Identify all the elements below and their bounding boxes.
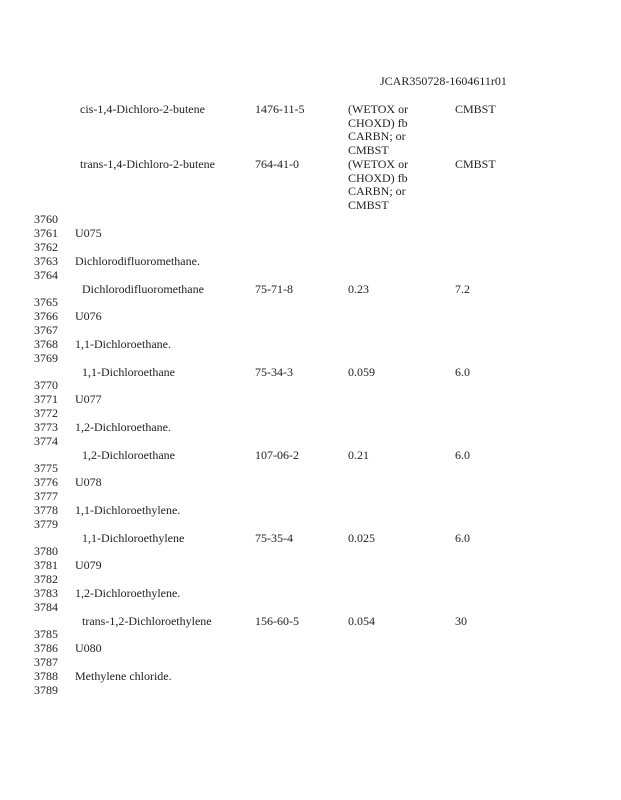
cas-number: 75-34-3 bbox=[255, 365, 293, 379]
constituent-name: cis-1,4-Dichloro-2-butene bbox=[80, 102, 205, 116]
line-number: 3779 bbox=[34, 517, 58, 531]
wastewater-standard: 0.23 bbox=[348, 282, 369, 296]
waste-title: Methylene chloride. bbox=[75, 669, 172, 683]
cas-number: 764-41-0 bbox=[255, 157, 299, 171]
cas-number: 107-06-2 bbox=[255, 448, 299, 462]
line-number: 3760 bbox=[34, 212, 58, 226]
line-number: 3788 bbox=[34, 669, 58, 683]
wastewater-line: CMBST bbox=[348, 142, 389, 157]
waste-code: U075 bbox=[75, 226, 102, 240]
wastewater-line: (WETOX or bbox=[348, 102, 409, 116]
line-number: 3772 bbox=[34, 406, 58, 420]
line-number: 3781 bbox=[34, 558, 58, 572]
cas-number: 1476-11-5 bbox=[255, 102, 305, 116]
cas-number: 156-60-5 bbox=[255, 614, 299, 628]
wastewater-line: (WETOX or bbox=[348, 157, 409, 171]
nonwastewater-standard: 7.2 bbox=[455, 282, 470, 296]
constituent-name: 1,1-Dichloroethylene bbox=[82, 531, 185, 545]
nonwastewater-standard: 6.0 bbox=[455, 365, 470, 379]
line-number: 3783 bbox=[34, 586, 58, 600]
document-id: JCAR350728-1604611r01 bbox=[380, 74, 507, 88]
line-number: 3771 bbox=[34, 392, 58, 406]
waste-title: 1,2-Dichloroethane. bbox=[75, 420, 171, 434]
constituent-name: trans-1,2-Dichloroethylene bbox=[82, 614, 212, 628]
line-number: 3775 bbox=[34, 461, 58, 475]
line-number: 3766 bbox=[34, 309, 58, 323]
waste-code: U078 bbox=[75, 475, 102, 489]
line-number: 3776 bbox=[34, 475, 58, 489]
wastewater-standard: 0.025 bbox=[348, 531, 375, 545]
line-number: 3773 bbox=[34, 420, 58, 434]
line-number: 3770 bbox=[34, 378, 58, 392]
wastewater-line: CARBN; or bbox=[348, 129, 406, 143]
line-number: 3777 bbox=[34, 489, 58, 503]
constituent-name: 1,2-Dichloroethane bbox=[82, 448, 175, 462]
nonwastewater-standard: 6.0 bbox=[455, 531, 470, 545]
constituent-name: 1,1-Dichloroethane bbox=[82, 365, 175, 379]
waste-title: Dichlorodifluoromethane. bbox=[75, 254, 200, 268]
line-number: 3787 bbox=[34, 655, 58, 669]
waste-code: U080 bbox=[75, 641, 102, 655]
line-number: 3768 bbox=[34, 337, 58, 351]
line-number: 3761 bbox=[34, 226, 58, 240]
waste-title: 1,2-Dichloroethylene. bbox=[75, 586, 181, 600]
line-number: 3778 bbox=[34, 503, 58, 517]
nonwastewater-standard: 30 bbox=[455, 614, 467, 628]
nonwastewater-standard: CMBST bbox=[455, 157, 496, 171]
wastewater-standard: 0.21 bbox=[348, 448, 369, 462]
line-number: 3767 bbox=[34, 323, 58, 337]
nonwastewater-standard: 6.0 bbox=[455, 448, 470, 462]
waste-code: U077 bbox=[75, 392, 102, 406]
constituent-name: trans-1,4-Dichloro-2-butene bbox=[80, 157, 215, 171]
waste-title: 1,1-Dichloroethane. bbox=[75, 337, 171, 351]
wastewater-line: CARBN; or bbox=[348, 184, 406, 198]
wastewater-line: CHOXD) fb bbox=[348, 115, 408, 130]
wastewater-standard bbox=[348, 158, 408, 212]
line-number: 3762 bbox=[34, 240, 58, 254]
line-number: 3764 bbox=[34, 268, 58, 282]
line-number: 3769 bbox=[34, 351, 58, 365]
wastewater-standard: 0.059 bbox=[348, 365, 375, 379]
constituent-name: Dichlorodifluoromethane bbox=[82, 282, 204, 296]
line-number: 3784 bbox=[34, 600, 58, 614]
line-number: 3789 bbox=[34, 683, 58, 697]
waste-code: U076 bbox=[75, 309, 102, 323]
cas-number: 75-71-8 bbox=[255, 282, 293, 296]
wastewater-standard bbox=[348, 103, 408, 157]
nonwastewater-standard: CMBST bbox=[455, 102, 496, 116]
wastewater-line: CHOXD) fb bbox=[348, 170, 408, 185]
line-number: 3782 bbox=[34, 572, 58, 586]
line-number: 3780 bbox=[34, 544, 58, 558]
wastewater-line: CMBST bbox=[348, 197, 389, 212]
waste-title: 1,1-Dichloroethylene. bbox=[75, 503, 181, 517]
line-number: 3785 bbox=[34, 627, 58, 641]
waste-code: U079 bbox=[75, 558, 102, 572]
line-number: 3765 bbox=[34, 295, 58, 309]
cas-number: 75-35-4 bbox=[255, 531, 293, 545]
line-number: 3786 bbox=[34, 641, 58, 655]
line-number: 3763 bbox=[34, 254, 58, 268]
line-number: 3774 bbox=[34, 434, 58, 448]
wastewater-standard: 0.054 bbox=[348, 614, 375, 628]
